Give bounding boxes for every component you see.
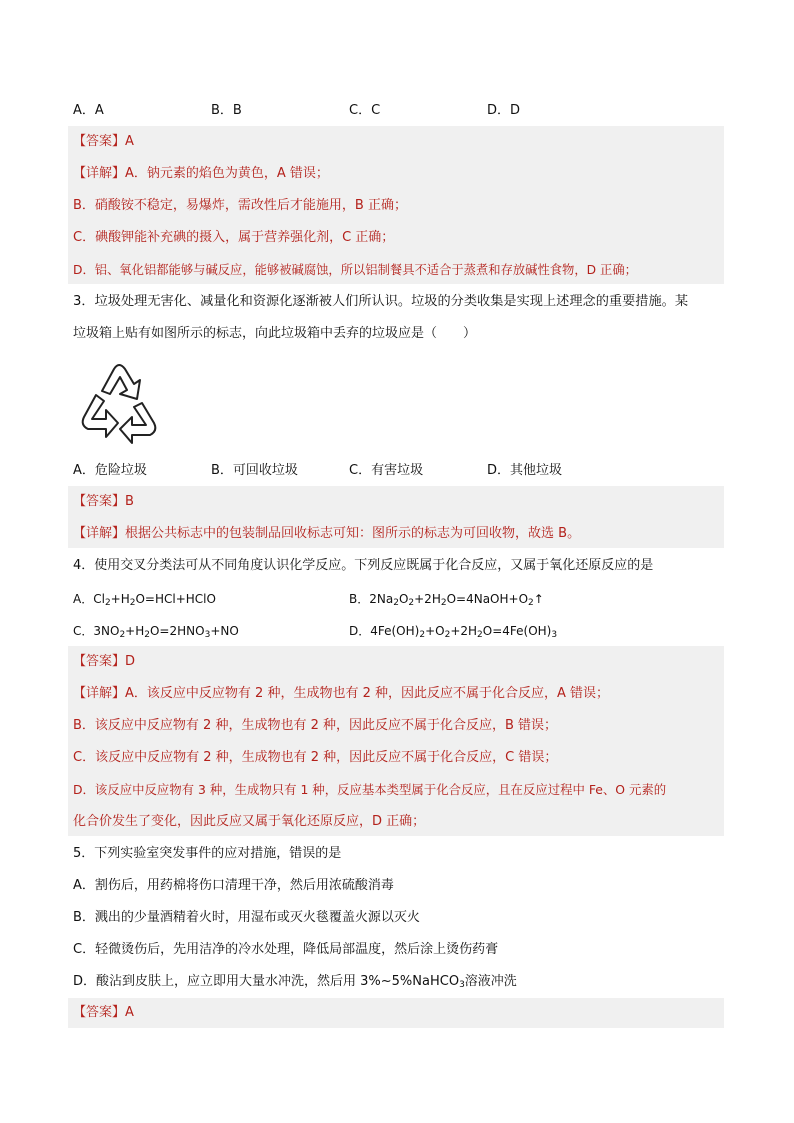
q4-option-d: D．$4Fe(OH)_2+O_2+2H_2O=4Fe(OH)_3$ — [349, 624, 558, 640]
answer-tag: 【答案】 — [73, 134, 126, 149]
q3-stem-line2: 垃圾箱上贴有如图所示的标志，向此垃圾箱中丢弃的垃圾应是（ ） — [73, 326, 477, 341]
q3-answer: 【答案】B — [73, 494, 134, 509]
q4-option-c: C．$3NO_2+H_2O=2HNO_3+NO$ — [73, 624, 239, 640]
q5-solution-block — [68, 998, 724, 1028]
q4-detail-d1: D．该反应中反应物有 3 种，生成物只有 1 种，反应基本类型属于化合反应，且在反应过程中 Fe、O 元素的 — [73, 782, 667, 797]
q5-option-b: B．溅出的少量酒精着火时，用湿布或灭火毯覆盖火源以灭火 — [73, 910, 420, 925]
q2-option-a: A．A — [73, 103, 104, 118]
q4-answer: 【答案】D — [73, 654, 136, 669]
answer-value: A — [125, 134, 134, 149]
q3-stem-line1: 3．垃圾处理无害化、减量化和资源化逐渐被人们所认识。垃圾的分类收集是实现上述理念的重要措施。某 — [73, 294, 689, 309]
q3-option-a: A．危险垃圾 — [73, 463, 147, 478]
q2-detail-line4: D．铝、氧化铝都能够与碱反应，能够被碱腐蚀，所以铝制餐具不适合于蒸煮和存放碱性食物，D 正确； — [73, 263, 637, 277]
q2-detail-line3: C．碘酸钾能补充碘的摄入，属于营养强化剂，C 正确； — [73, 230, 395, 245]
q2-option-d: D．D — [487, 103, 521, 118]
q2-answer — [73, 131, 134, 153]
q4-stem: 4．使用交叉分类法可从不同角度认识化学反应。下列反应既属于化合反应，又属于氧化还原反应的是 — [73, 558, 654, 573]
q4-solution-block — [68, 646, 724, 836]
q5-answer: 【答案】A — [73, 1005, 134, 1020]
q2-option-b: B．B — [211, 103, 242, 118]
q4-option-b: B．$2Na_2O_2+2H_2O=4NaOH+O_2↑$ — [349, 592, 544, 608]
q3-option-c: C．有害垃圾 — [349, 463, 424, 478]
detail-tag: 【详解】 — [73, 166, 126, 181]
q4-detail-d2: 化合价发生了变化，因此反应又属于氧化还原反应，D 正确； — [73, 814, 426, 829]
q5-option-c: C．轻微烫伤后，先用洁净的冷水处理，降低局部温度，然后涂上烫伤药膏 — [73, 942, 499, 957]
q4-detail-b: B．该反应中反应物有 2 种，生成物也有 2 种，因此反应不属于化合反应，B 错误； — [73, 718, 558, 733]
q3-option-d: D．其他垃圾 — [487, 463, 563, 478]
q4-detail-a: 【详解】A．该反应中反应物有 2 种，生成物也有 2 种，因此反应不属于化合反应，A 错误； — [73, 686, 610, 701]
recycle-icon — [72, 357, 166, 447]
q2-detail-line2: B．硝酸铵不稳定，易爆炸，需改性后才能施用，B 正确； — [73, 198, 407, 213]
q2-detail-line1: 【详解】A．钠元素的焰色为黄色，A 错误； — [73, 166, 329, 181]
q4-detail-c: C．该反应中反应物有 2 种，生成物也有 2 种，因此反应不属于化合反应，C 错误； — [73, 750, 558, 765]
q3-detail: 【详解】根据公共标志中的包装制品回收标志可知：图所示的标志为可回收物，故选 B。 — [73, 526, 581, 541]
q3-option-b: B．可回收垃圾 — [211, 463, 298, 478]
q5-option-a: A．割伤后，用药棉将伤口清理干净，然后用浓硫酸消毒 — [73, 878, 394, 893]
q4-option-a: A．$Cl_2+H_2O=HCl+HClO$ — [73, 592, 216, 608]
q5-stem: 5．下列实验室突发事件的应对措施，错误的是 — [73, 846, 342, 861]
q5-option-d: D．酸沾到皮肤上，应立即用大量水冲洗，然后用 3%~5%NaHCO$_3$溶液冲洗 — [73, 974, 517, 990]
q2-option-c: C．C — [349, 103, 381, 118]
